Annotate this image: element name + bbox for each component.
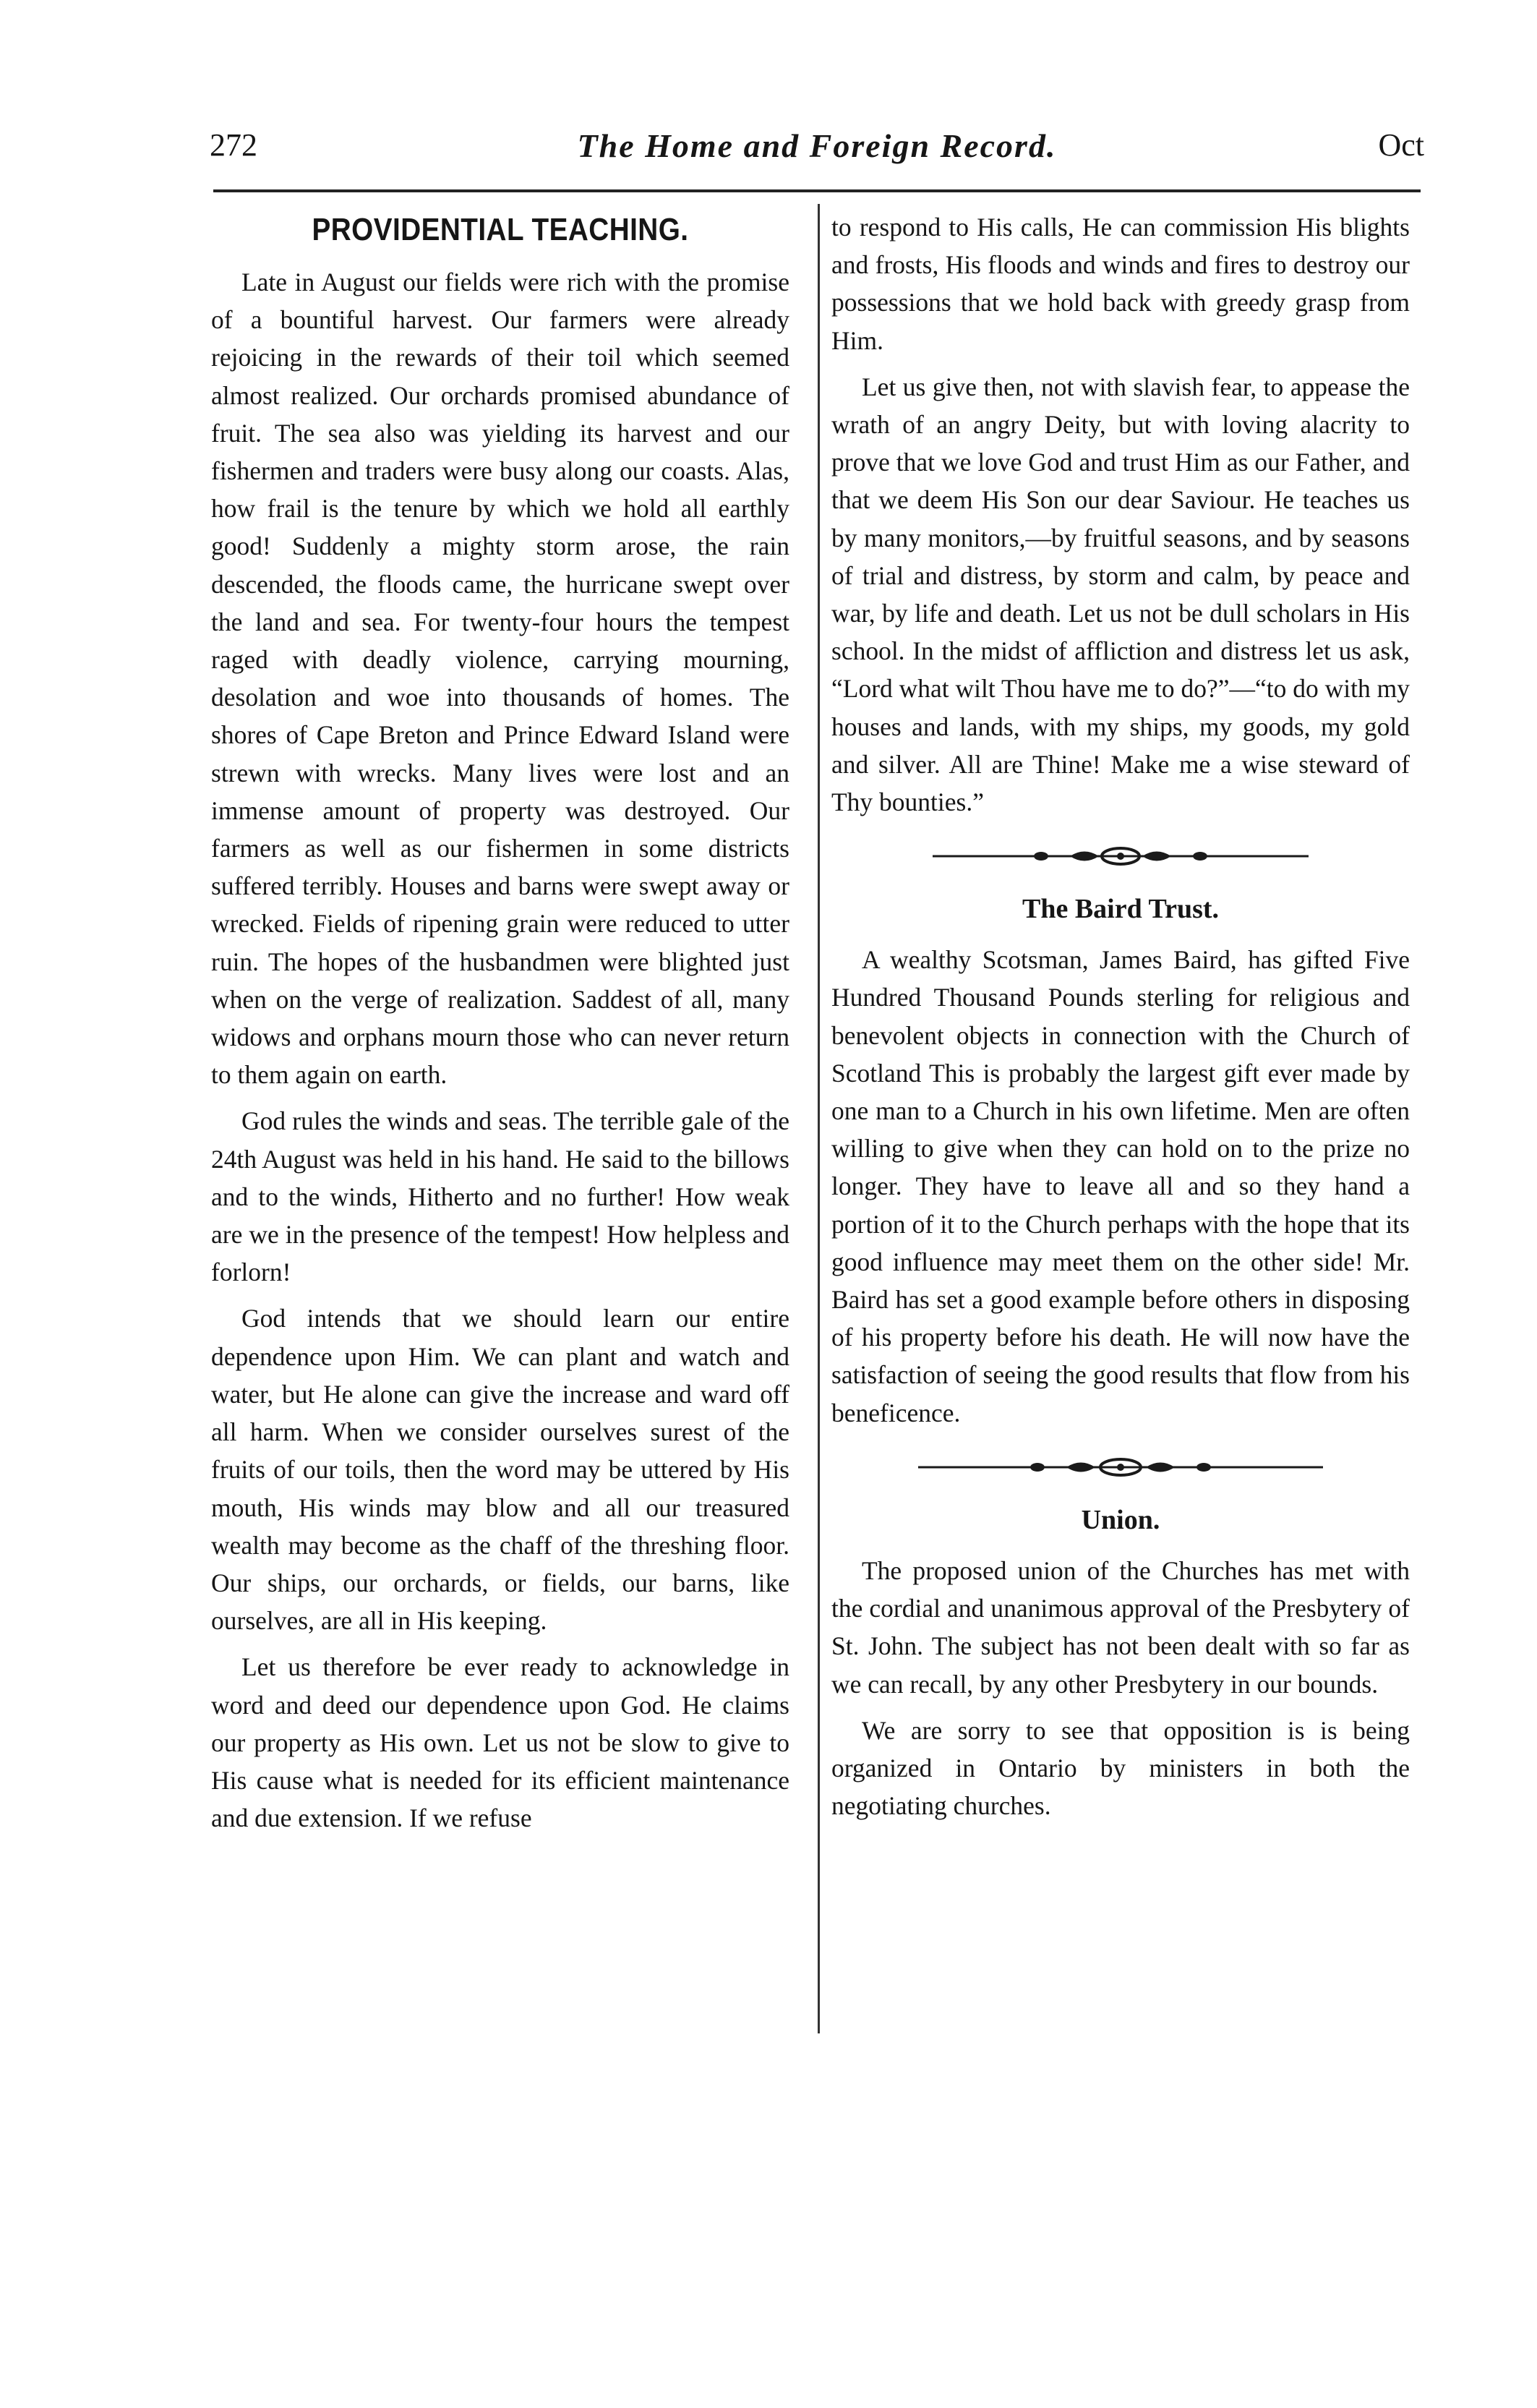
article-paragraph: We are sorry to see that opposition is is being organized in Ontario by ministers in both the negotiating churches. bbox=[831, 1715, 1410, 1821]
ornament-divider-icon bbox=[933, 845, 1309, 867]
ornament-divider-icon bbox=[918, 1456, 1323, 1478]
issue-month: Oct bbox=[1378, 127, 1424, 163]
right-column bbox=[831, 208, 1410, 1833]
article-paragraph: The proposed union of the Churches has met with the cordial and unanimous approval of the Presbytery of St. John. The subject has not been dealt with so far as we can recall, by any other Presbytery in our bounds. bbox=[831, 1555, 1410, 1699]
article-paragraph: God intends that we should learn our entire dependence upon Him. We can plant and watch and water, but He alone can give the increase and ward off all harm. When we consider ourselves surest of the fruits of our toils, then the word may be uttered by His mouth, His winds may blow and all our treasured wealth may become as the chaff of the threshing floor. Our ships, our orchards, or fields, our barns, like ourselves, are all in His keeping. bbox=[211, 1304, 789, 1636]
baird-trust-title: The Baird Trust. bbox=[1022, 894, 1220, 925]
article-paragraph: God rules the winds and seas. The terrible gale of the 24th August was held in his hand. He said to the billows and to the winds, Hitherto and no further! How weak are we in the presence of the tempest! How helpless and forlorn! bbox=[211, 1106, 789, 1287]
left-column bbox=[211, 208, 789, 1845]
article-paragraph: Late in August our fields were rich with the promise of a bountiful harvest. Our farmers were already rejoicing in the rewards of their toil which seemed almost realized. Our orchards promised abundance of fruit. The sea also was yielding its harvest and our fishermen and traders were busy along our coasts. Alas, how frail is the tenure by which we hold all earthly good! Suddenly a mighty storm arose, the rain descended, the floods came, the hurricane swept over the land and sea. For twenty-four hours the tempest raged with deadly violence, carrying mourning, desolation and woe into thousands of homes. The shores of Cape Breton and Prince Edward Island were strewn with wrecks. Many lives were lost and an immense amount of property was destroyed. Our farmers as well as our fishermen in some districts suffered terribly. Houses and barns were swept away or wrecked. Fields of ripening grain were reduced to utter ruin. The hopes of the husbandmen were blighted just when on the verge of realization. Saddest of all, many widows and orphans mourn those who can never return to them again on earth. bbox=[211, 268, 789, 1090]
article-paragraph: to respond to His calls, He can commission His blights and frosts, His floods and winds and fires to destroy our possessions that we hold back with greedy grasp from Him. bbox=[831, 213, 1410, 355]
providential-teaching-title: PROVIDENTIAL TEACHING. bbox=[312, 212, 689, 247]
union-title: Union. bbox=[1081, 1504, 1160, 1535]
article-paragraph: Let us give then, not with slavish fear, to appease the wrath of an angry Deity, but with loving alacrity to prove that we love God and trust Him as our Father, and that we deem His Son our dear Saviour. He teaches us by many monitors,—by fruitful seasons, and by seasons of trial and distress, by storm and calm, by peace and war, by life and death. Let us not be dull scholars in His school. In the midst of affliction and distress let us ask, “Lord what wilt Thou have me to do?”—“to do with my houses and lands, with my ships, my goods, my gold and silver. All are Thine! Make me a wise steward of Thy bounties.” bbox=[831, 372, 1410, 817]
column-divider bbox=[818, 204, 820, 2033]
page-number: 272 bbox=[210, 127, 257, 163]
article-paragraph: A wealthy Scotsman, James Baird, has gifted Five Hundred Thousand Pounds sterling for religious and benevolent objects in connection with the Church of Scotland This is probably the largest gift ever made by one man to a Church in his own lifetime. Men are often willing to give when they can hold on to the prize no longer. They have to leave all and so they hand a portion of it to the Church perhaps with the hope that its good influence may meet them on the other side! Mr. Baird has set a good example before others in disposing of his property before his death. He will now have the satisfaction of seeing the good results that flow from his beneficence. bbox=[831, 945, 1410, 1427]
running-title: The Home and Foreign Record. bbox=[577, 127, 1057, 164]
page-header bbox=[210, 127, 1424, 192]
article-paragraph: Let us therefore be ever ready to acknowledge in word and deed our dependence upon God. He claims our property as His own. Let us not be slow to give to His cause what is needed for its efficient maintenance and due extension. If we refuse bbox=[211, 1652, 789, 1833]
header-rule bbox=[213, 189, 1421, 192]
